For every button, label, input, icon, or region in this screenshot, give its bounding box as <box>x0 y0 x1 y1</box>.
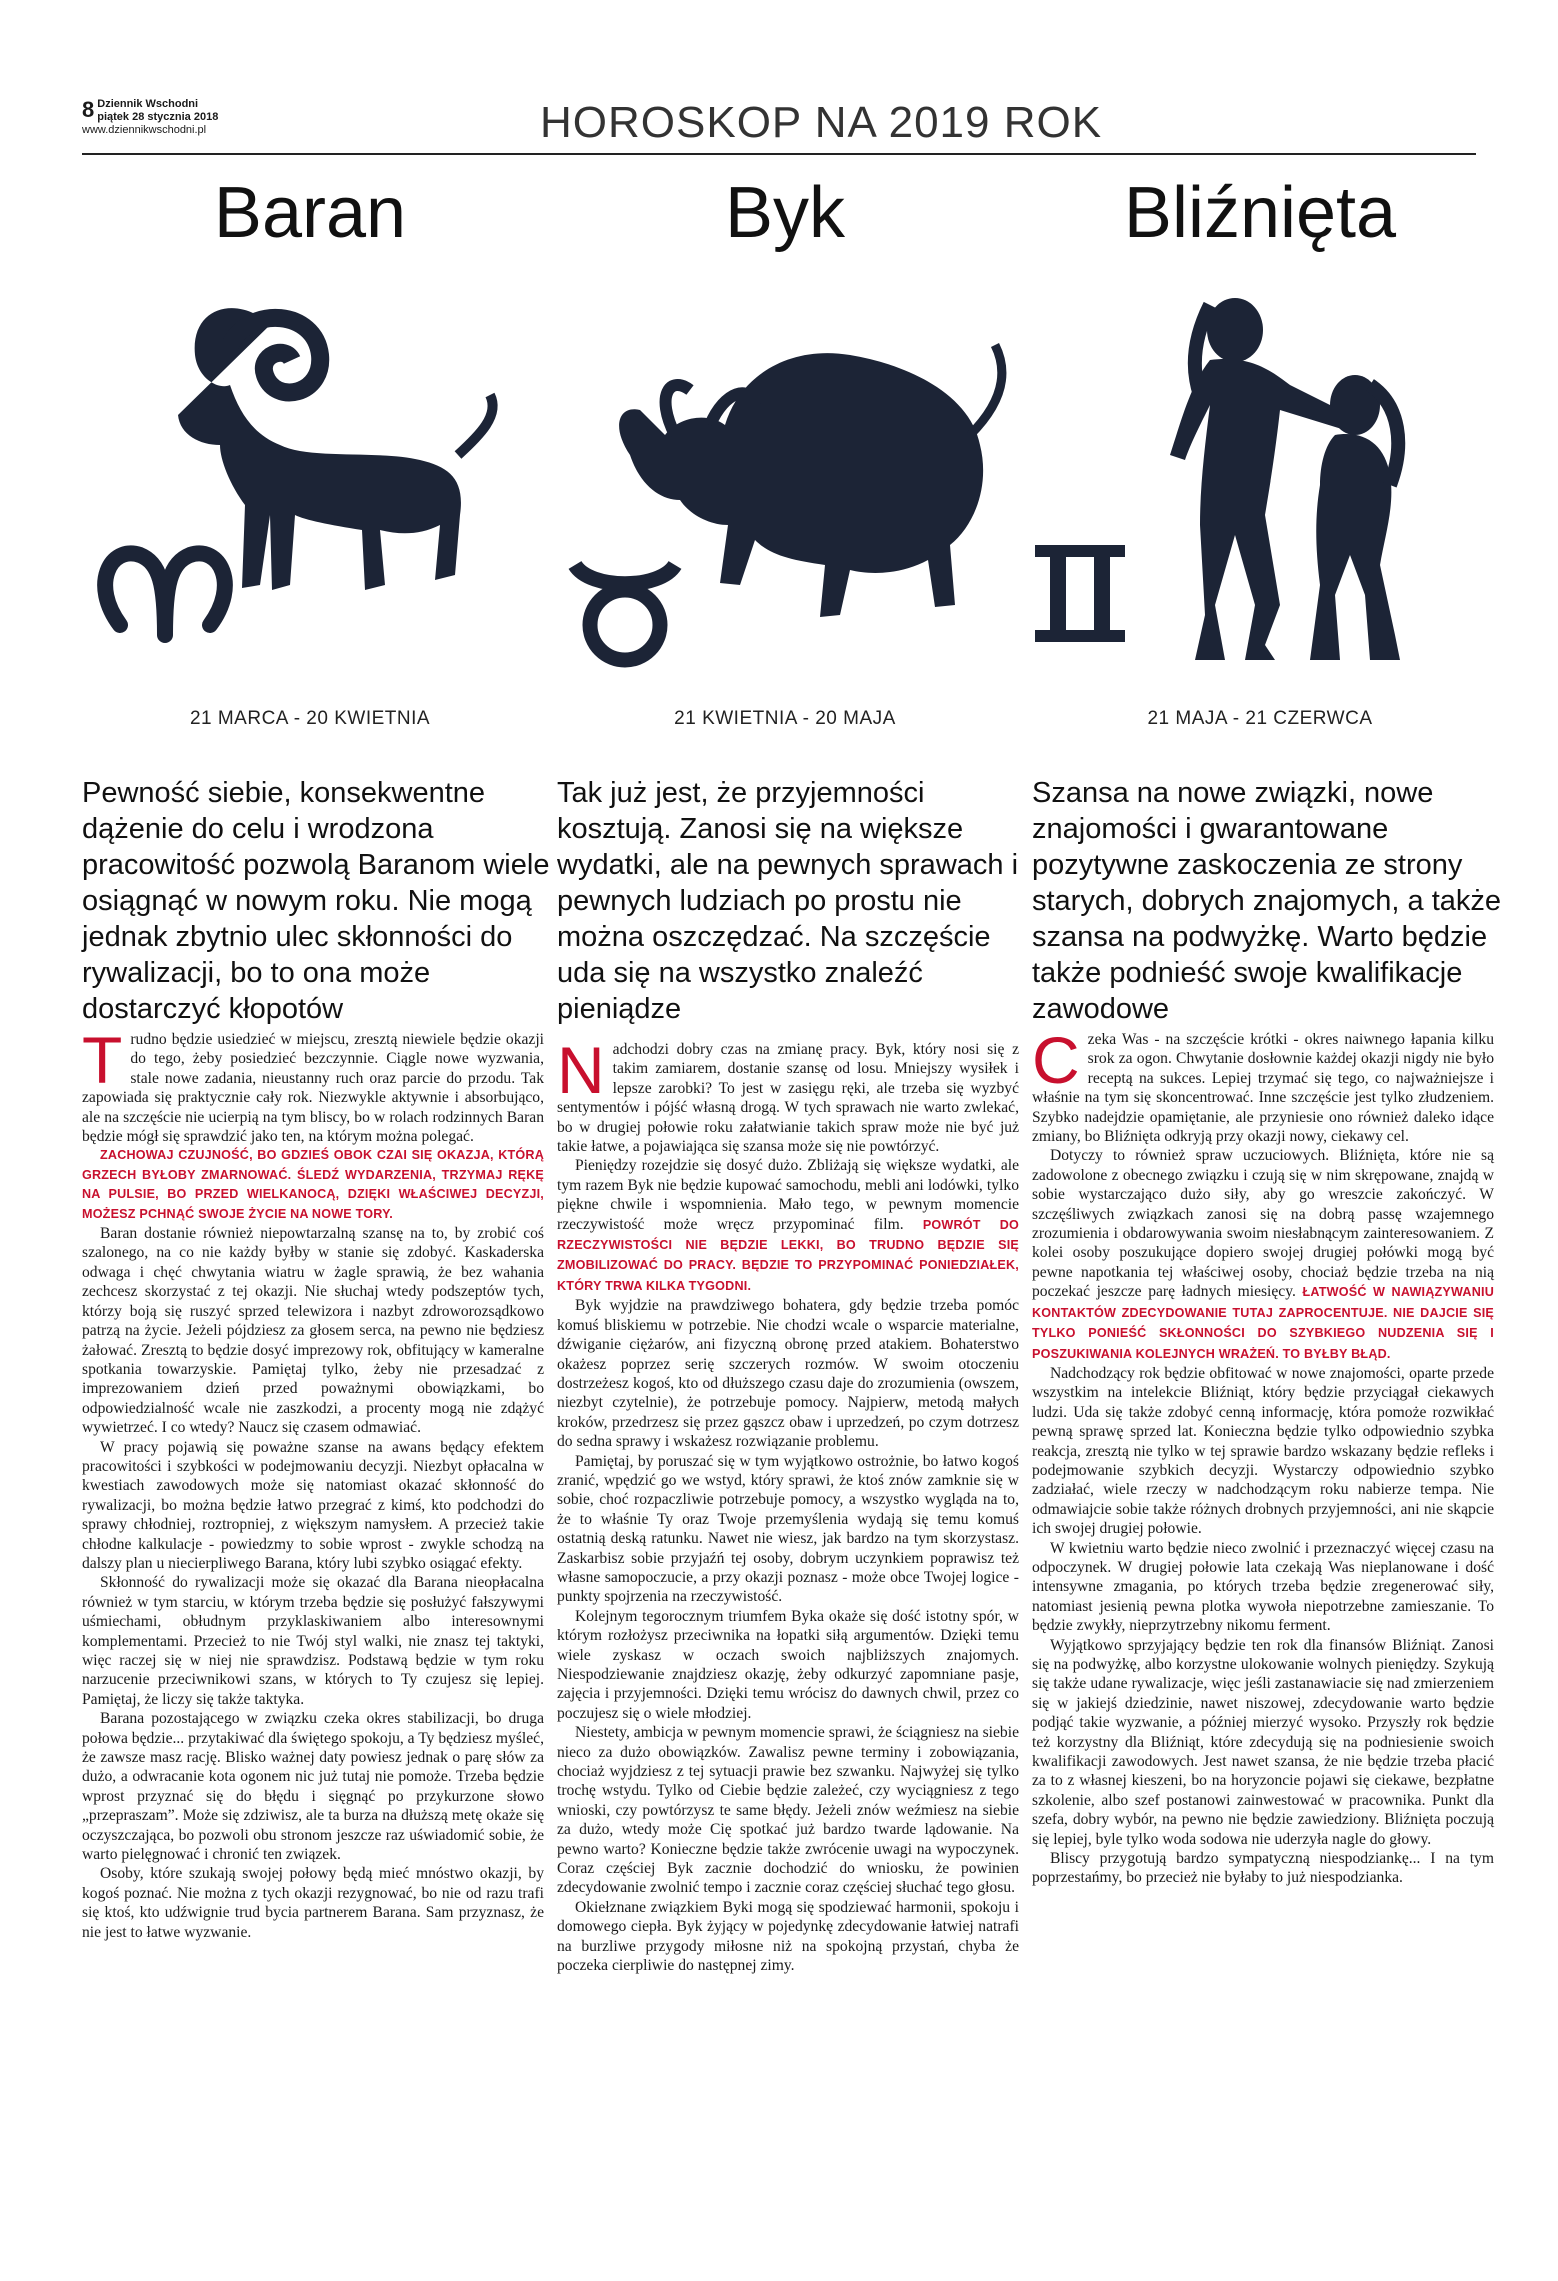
date-range-byk: 21 KWIETNIA - 20 MAJA <box>674 708 896 729</box>
sign-title-blizneta: Bliźnięta <box>1123 173 1397 253</box>
lead-byk: Tak już jest, że przyjemności kosztują. Zanosi się na większe wydatki, ale na pewnych sprawach i pewnych ludziach po prostu nie można oszczędzać. Na szczęście uda się na wszystko znaleźć pieniądze <box>557 777 1019 1025</box>
aries-symbol-icon <box>105 553 225 635</box>
masthead <box>82 98 330 137</box>
drop-cap: C <box>1032 1023 1080 1097</box>
paragraph: zeka Was - na szczęście krótki - okres naiwnego łapania kilku srok za ogon. Chwytanie dosłownie każdej okazji nigdy nie było receptą na sukces. Lepiej trzymać się tego, co najważniejsze i właśnie na tym się skoncentrować. Inne szczęście jest tylko złudzeniem. Szybko nadejdzie opamiętanie, ale przyniesie ono również daleko idące zmiany, bo Bliźnięta odkryją przy okazji nowy, ciekawy cel. <box>1032 1031 1494 1146</box>
lead-blizneta: Szansa na nowe związki, nowe znajomości i gwarantowane pozytywne zaskoczenia ze strony starych, dobrych znajomych, a także szansa na podwyżkę. Warto będzie także podnieść swoje kwalifikacje zawodowe <box>1032 777 1502 1025</box>
article-body-byk <box>557 1033 1020 1976</box>
highlight-text: ZACHOWAJ CZUJNOŚĆ, BO GDZIEŚ OBOK CZAI SIĘ OKAZJA, KTÓRĄ GRZECH BYŁOBY ZMARNOWAĆ. ŚLEDŹ WYDARZENIA, TRZYMAJ RĘKĘ NA PULSIE, BO PRZED WIELKANOCĄ, DZIĘKI WŁAŚCIWEJ DECYZJI, MOŻESZ PCHNĄĆ SWOJE ŻYCIE NA NOWE TORY. <box>82 1148 544 1221</box>
paragraph: Byk wyjdzie na prawdziwego bohatera, gdy będzie trzeba pomóc komuś bliskiemu w potrzebie. Nie chodzi wcale o wsparcie materialne, dźwiganie ciężarów, ani fizyczną obronę przed atakiem. Bohaterstwo okażesz poprzez serię szczerych rozmów. W swoim otoczeniu dostrzeżesz kogoś, kto od dłuższego czasu daje do zrozumienia (owszem, niezbyt czytelnie), że potrzebuje pomocy. Najpierw, metodą małych kroków, przedrzesz się przez gąszcz obaw i uprzedzeń, po czym dotrzesz do sedna sprawy i wskażesz rozwiązanie problemu. <box>557 1297 1019 1451</box>
paragraph: Dotyczy to również spraw uczuciowych. Bliźnięta, które nie są zadowolone z obecnego związku i czują się w nim skrępowane, znajdą w sobie wystarczająco dużo siły, aby go wreszcie zakończyć. W szczęśliwych związkach zanosi się na dobrą passę wzajemnego zrozumienia i obdarowywania swoim niesłabnącym zainteresowaniem. Z kolei osoby poszukujące dopiero swojej drugiej połówki mogą być pewne napotkania tej właściwej osoby, chociaż będzie trzeba na nią poczekać jeszcze parę ładnych miesięcy. ŁATWOŚĆ W NAWIĄZYWANIU KONTAKTÓW ZDECYDOWANIE TUTAJ ZAPROCENTUJE. NIE DAJCIE SIĘ TYLKO PONIEŚĆ SKŁONNOŚCI DO SZYBKIEGO NUDZENIA SIĘ I POSZUKIWANIA KOLEJNYCH WRAŻEŃ. TO BYŁBY BŁĄD. <box>1032 1147 1494 1361</box>
paragraph: W pracy pojawią się poważne szanse na awans będący efektem pracowitości i szybkości w podejmowaniu decyzji. Niezbyt opłacalna w kwestiach zawodowych może się natomiast okazać skłonność do rywalizacji, bo można będzie łatwo przegrać z kimś, kto podchodzi do sprawy chłodniej, roztropniej, z większym namysłem. A przecież takie chłodne kalkulacje - powiedzmy to sobie wprost - zwykle schodzą na dalszy plan u niecierpliwego Barana, który lubi szybko osiągać efekty. <box>82 1438 544 1572</box>
aries-ram-illustration <box>80 285 550 685</box>
sign-title-byk: Byk <box>724 173 846 253</box>
paragraph: Barana pozostającego w związku czeka okres stabilizacji, bo druga połowa będzie... przytakiwać dla świętego spokoju, a Ty będziesz myśleć, że zawsze masz rację. Blisko ważnej daty powiesz jednak o parę słów za dużo, a odwracanie kota ogonem nic już tutaj nie pomoże. Trzeba będzie wprost przyznać się do błędu i sięgnąć po przykurzone słowo „przepraszam”. Może się zdziwisz, ale ta burza na dłuższą metę okaże się oczyszczająca, bo pozwoli obu stronom jeszcze raz uświadomić sobie, że warto pielęgnować i chronić ten związek. <box>82 1710 544 1864</box>
date-range-blizneta: 21 MAJA - 21 CZERWCA <box>1147 708 1373 729</box>
sign-title-baran: Baran <box>213 173 407 253</box>
paragraph: adchodzi dobry czas na zmianę pracy. Byk, który nosi się z takim zamiarem, dostanie szansę od losu. Mniejszy wysiłek i lepsze zarobki? To jest w zasięgu ręki, ale trzeba się wyzbyć sentymentów i pójść własną drogą. W tych sprawach nie warto zwlekać, bo w drugiej połowie roku załatwianie takich spraw może nie być już takie łatwe, a pojawiająca się szansa może się nie powtórzyć. <box>557 1041 1019 1156</box>
highlight-text: ŁATWOŚĆ W NAWIĄZYWANIU KONTAKTÓW ZDECYDOWANIE TUTAJ ZAPROCENTUJE. NIE DAJCIE SIĘ TYLKO PONIEŚĆ SKŁONNOŚCI DO SZYBKIEGO NUDZENIA SIĘ I POSZUKIWANIA KOLEJNYCH WRAŻEŃ. TO BYŁBY BŁĄD. <box>1032 1285 1494 1361</box>
paragraph: Baran dostanie również niepowtarzalną szansę na to, by zrobić coś szalonego, na co nie każdy byłby w stanie się zdobyć. Kaskaderska odwaga i chęć chwytania wiatru w żagle sprawią, że bez wahania zechcesz skorzystać z tej okazji. Nie słuchaj wtedy podszeptów tych, którzy boją się ruszyć sprzed telewizora i nazbyt zdroworozsądkowo patrzą na życie. Jeżeli pójdziesz za głosem serca, na pewno nie będziesz żałować. Zresztą to będzie dosyć imprezowy rok, obfitujący w kameralne spotkania towarzyskie. Pamiętaj tylko, żeby nie przesadzać z imprezowaniem dzień przed poważnymi obowiązkami, bo odpowiedzialność wcale nie zaszkodzi, a procenty mogą nie zdążyć wywietrzeć. I co wtedy? Naucz się czasem odmawiać. <box>82 1225 544 1437</box>
paragraph: Osoby, które szukają swojej połowy będą mieć mnóstwo okazji, by kogoś poznać. Nie można z tych okazji rezygnować, bo nie od razu trafi się ktoś, kto udźwignie trud bycia partnerem Barana. Sam przyznasz, że nie jest to łatwe wyzwanie. <box>82 1865 544 1941</box>
paragraph: rudno będzie usiedzieć w miejscu, zresztą niewiele będzie okazji do tego, żeby posiedzieć bezczynnie. Ciągle nowe wyzwania, stale nowe zadania, nieustanny ruch oraz parcie do przodu. Tak zapowiada się praktycznie cały rok. Niezwykle aktywnie i absorbująco, ale na szczęście nie ucierpią na tym bliscy, bo w rolach rodzinnych Baran będzie mógł się sprawdzić jako ten, na którym można polegać. <box>82 1031 544 1146</box>
paragraph: Okiełznane związkiem Byki mogą się spodziewać harmonii, spokoju i domowego ciepła. Byk żyjący w pojedynkę zdecydowanie łatwiej natrafi na burzliwe przygody miłosne niż na spokojną przystań, chyba że poczeka cierpliwie do następnej zimy. <box>557 1898 1019 1975</box>
paragraph: Kolejnym tegorocznym triumfem Byka okaże się dość istotny spór, w którym rozłożysz przeciwnika na łopatki siłą argumentów. Dzięki temu wiele zyskasz w oczach swoich najbliższych znajomych. Niespodziewanie znajdziesz okazję, żeby odkurzyć zapomniane pasje, zajęcia i przyjemności. Dzięki temu wrócisz do dawnych chwil, przez co poczujesz się o wiele młodziej. <box>557 1607 1019 1722</box>
page-number: 8 <box>82 97 95 122</box>
paragraph: Wyjątkowo sprzyjający będzie ten rok dla finansów Bliźniąt. Zanosi się na podwyżkę, albo korzystne ulokowanie wolnych pieniędzy. Szykują się także udane rywalizacje, więc jeśli zastanawiacie się nad zmierzeniem się w jakiejś dziedzinie, nawet niszowej, zdecydowanie warto będzie podjąć takie wyzwanie, a później mierzyć wysoko. Przyszły rok będzie też korzystny dla Bliźniąt, które zdecydują się na podniesienie swoich kwalifikacji zawodowych. Jest nawet szansa, że nie będzie trzeba płacić za to z własnej kieszeni, bo na horyzoncie pojawi się ciekawe, bezpłatne szkolenie, albo szef postanowi zainwestować w pracownika. Punkt dla szefa, dobry wybór, na pewno nie będzie zawiedziony. Bliźnięta poczują się lepiej, byle tylko woda sodowa nie uderzyła nagle do głowy. <box>1032 1636 1494 1848</box>
lead-baran: Pewność siebie, konsekwentne dążenie do celu i wrodzona pracowitość pozwolą Baranom wiele osiągnąć w nowym roku. Nie mogą jednak zbytnio ulec skłonności do rywalizacji, bo to ona może dostarczyć kłopotów <box>82 777 550 1025</box>
drop-cap: T <box>82 1023 123 1097</box>
header-rule <box>82 153 1476 155</box>
paragraph: Skłonność do rywalizacji może się okazać dla Barana nieopłacalna również w tym starciu, w którym trzeba będzie się posłużyć fałszywymi uśmiechami, obłudnym przyklaskiwaniem albo interesownymi komplementami. Przecież to nie Twój styl walki, nie znasz tej taktyki, więc raczej się w niej nie sprawdzisz. Podstawą będzie w tym roku narzucenie przeciwnikowi szans, w których to Ty czujesz się lepiej. Pamiętaj, że liczy się także taktyka. <box>82 1574 544 1708</box>
issue-date: piątek 28 stycznia 2018 <box>97 111 219 123</box>
paragraph: Bliscy przygotują bardzo sympatyczną niespodziankę... I na tym poprzestańmy, bo przecież nie byłaby to już niespodzianka. <box>1032 1850 1494 1887</box>
highlight-text: POWRÓT DO RZECZYWISTOŚCI NIE BĘDZIE LEKKI, BO TRUDNO BĘDZIE SIĘ ZMOBILIZOWAĆ DO PRACY. BĘDZIE TO PRZYPOMINAĆ PONIEDZIAŁEK, KTÓRY TRWA KILKA TYGODNI. <box>557 1217 1020 1293</box>
gemini-twins-illustration <box>1020 285 1490 685</box>
paragraph: W kwietniu warto będzie nieco zwolnić i przeznaczyć więcej czasu na odpoczynek. W drugiej połowie lata czekają Was nieplanowane i dość intensywne zmagania, po których trzeba będzie zregenerować siły, natomiast jesienią pewna plotka wywoła niepotrzebne zamieszanie. To będzie zwykły, nieprzytrzebny nikomu ferment. <box>1032 1539 1494 1635</box>
taurus-symbol-icon <box>575 565 675 660</box>
paragraph: Pieniędzy rozejdzie się dosyć dużo. Zbliżają się większe wydatki, ale tym razem Byk nie będzie kupować samochodu, mebli ani lodówki, tylko piękne chwile i wspomnienia. Mało tego, w pewnym momencie rzeczywistość może wręcz przypominać film. POWRÓT DO RZECZYWISTOŚCI NIE BĘDZIE LEKKI, BO TRUDNO BĘDZIE SIĘ ZMOBILIZOWAĆ DO PRACY. BĘDZIE TO PRZYPOMINAĆ PONIEDZIAŁEK, KTÓRY TRWA KILKA TYGODNI. <box>557 1157 1020 1293</box>
section-title: HOROSKOP NA 2019 ROK <box>540 98 1103 147</box>
taurus-bull-illustration <box>550 285 1020 685</box>
date-range-baran: 21 MARCA - 20 KWIETNIA <box>189 708 431 729</box>
paragraph: Niestety, ambicja w pewnym momencie sprawi, że ściągniesz na siebie nieco za dużo obowiązków. Zawalisz pewne terminy i zobowiązania, chociaż wyjdziesz z tej sytuacji prawie bez szwanku. Najwyżej się tylko trochę wstydu. Tylko od Ciebie będzie zależeć, czy wyciągniesz z tego wnioski, czy powtórzysz te same błędy. Jeżeli znów weźmiesz na siebie za dużo, wtedy może Cię spotkać już bardzo twarde lądowanie. Na pewno warto? Konieczne będzie także zwrócenie uwagi na wypoczynek. Coraz częściej Byk zacznie dochodzić do wniosku, że powinien zdecydowanie zwolnić tempo i zacznie coraz częściej słuchać tego głosu. <box>557 1724 1019 1897</box>
site-url: www.dziennikwschodni.pl <box>82 124 207 136</box>
paper-name: Dziennik Wschodni <box>97 98 199 110</box>
article-body-blizneta <box>1032 1023 1494 1888</box>
gemini-symbol-icon <box>1035 545 1125 642</box>
article-body-baran <box>82 1023 544 1942</box>
paragraph: Nadchodzący rok będzie obfitować w nowe znajomości, oparte przede wszystkim na intelekcie Bliźniąt, który będzie przyciągał ciekawych ludzi. Uda się także zdobyć cenną informację, która pomoże rozwikłać pewną sprawę sprzed lat. Konieczna będzie tylko odpowiednio szybka reakcja, zresztą nie tylko w tej sprawie bardzo wskazany będzie refleks i podejmowanie szybkich decyzji. Wystarczy odpowiednio szybko zadziałać, wiele rzeczy w nadchodzącym roku nabierze tempa. Nie odmawiajcie sobie także różnych drobnych przyjemności, ani nie skąpcie ich swojej drugiej połowie. <box>1032 1364 1494 1538</box>
paragraph: Pamiętaj, by poruszać się w tym wyjątkowo ostrożnie, bo łatwo kogoś zranić, wpędzić go we wstyd, który sprawi, że ktoś znów zamknie się w sobie, choć rozpaczliwie potrzebuje pomocy, a wszystko wygląda na to, że to właśnie Ty oraz Twoje przemyślenia wydają się temu komuś ostatnią deską ratunku. Nawet nie wiesz, jak bardzo na tym skorzystasz. Zaskarbisz sobie przyjaźń tej osoby, dobrym uczynkiem poprawisz też własne samopoczucie, a przy okazji poznasz - może obce Twojej logice - punkty spojrzenia na rzeczywistość. <box>557 1452 1019 1606</box>
drop-cap: N <box>557 1033 605 1107</box>
